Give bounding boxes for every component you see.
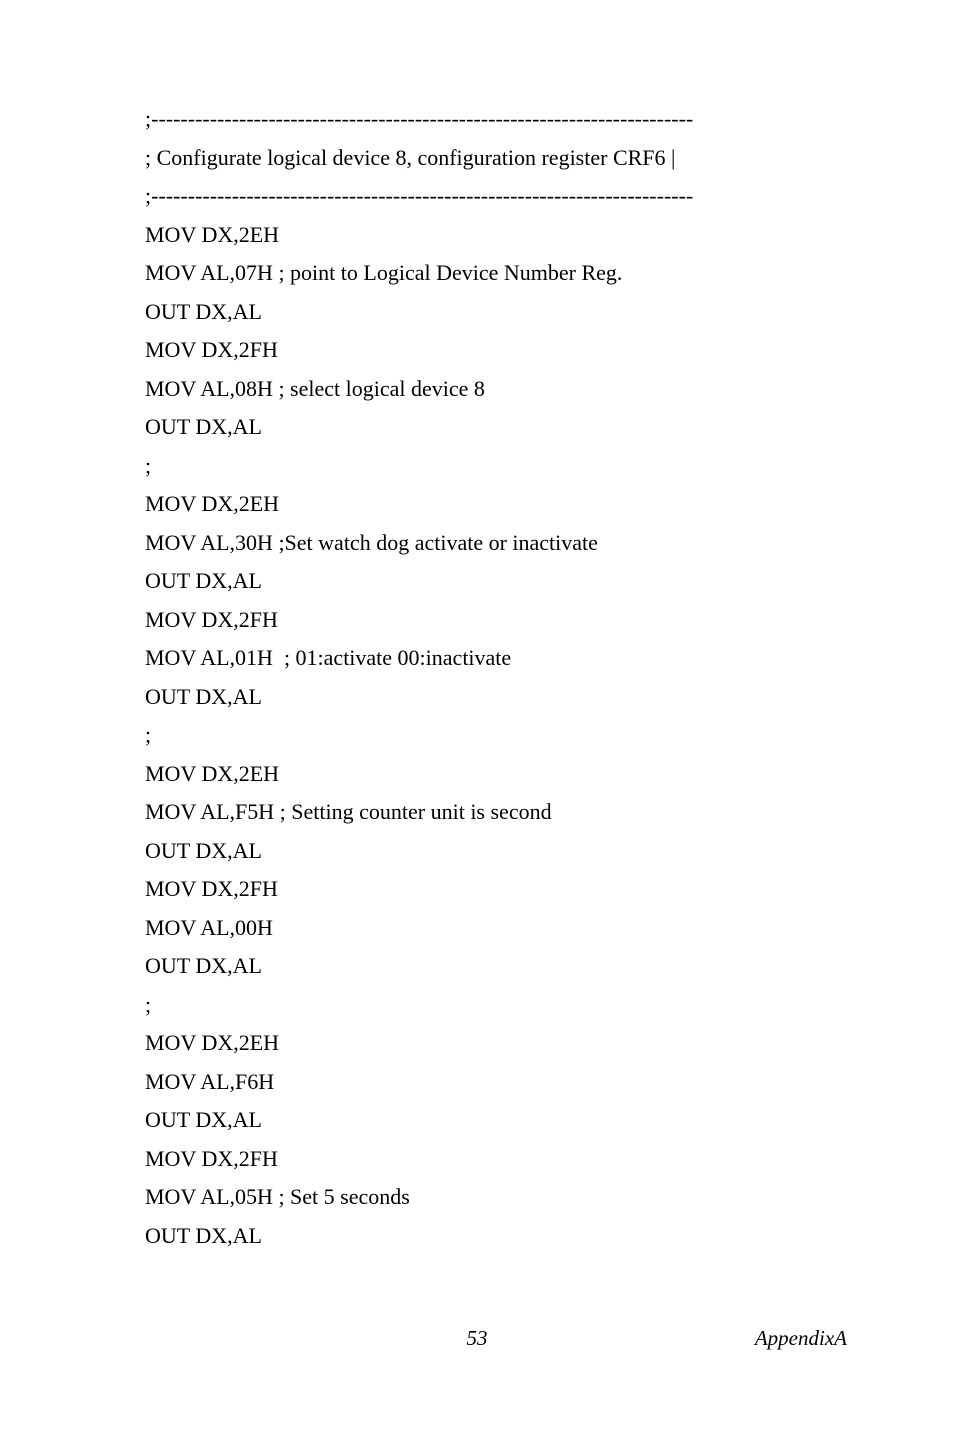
code-line: MOV AL,F6H — [145, 1068, 275, 1094]
code-line: ;-------------------------------------------------------------------------- — [145, 183, 694, 208]
code-line: OUT DX,AL — [145, 1107, 262, 1132]
code-line: MOV DX,2EH — [145, 221, 280, 247]
code-line: ;-------------------------------------------------------------------------- — [145, 106, 694, 131]
code-line: MOV DX,2FH — [145, 606, 278, 632]
code-line: OUT DX,AL — [145, 953, 262, 978]
code-line: ; — [145, 452, 152, 478]
code-listing — [145, 100, 825, 1255]
code-line: MOV AL,30H ;Set watch dog activate or inactivate — [145, 529, 598, 555]
code-line: ; Configurate logical device 8, configuration register CRF6 | — [145, 144, 676, 170]
code-line: OUT DX,AL — [145, 568, 262, 593]
code-line: MOV AL,00H — [145, 914, 273, 940]
code-line: ; — [145, 722, 152, 747]
code-line: ; — [145, 991, 152, 1017]
code-line: MOV DX,2EH — [145, 491, 280, 516]
code-line: MOV DX,2EH — [145, 1030, 280, 1055]
code-line: OUT DX,AL — [145, 1222, 262, 1248]
code-line: OUT DX,AL — [145, 298, 262, 324]
code-line: OUT DX,AL — [145, 414, 262, 439]
page-number: 53 — [466, 1326, 488, 1350]
code-line: MOV DX,2FH — [145, 1145, 278, 1171]
code-line: OUT DX,AL — [145, 683, 262, 709]
code-line: MOV DX,2FH — [145, 337, 278, 362]
code-line: MOV AL,05H ; Set 5 seconds — [145, 1184, 410, 1209]
code-line: MOV AL,08H ; select logical device 8 — [145, 375, 485, 401]
code-line: MOV AL,01H ; 01:activate 00:inactivate — [145, 645, 512, 670]
section-label: AppendixA — [754, 1326, 847, 1350]
code-line: MOV AL,07H ; point to Logical Device Number Reg. — [145, 260, 623, 285]
code-line: MOV AL,F5H ; Setting counter unit is second — [145, 799, 552, 824]
code-line: MOV DX,2EH — [145, 760, 280, 786]
code-line: MOV DX,2FH — [145, 876, 278, 901]
code-line: OUT DX,AL — [145, 837, 262, 863]
